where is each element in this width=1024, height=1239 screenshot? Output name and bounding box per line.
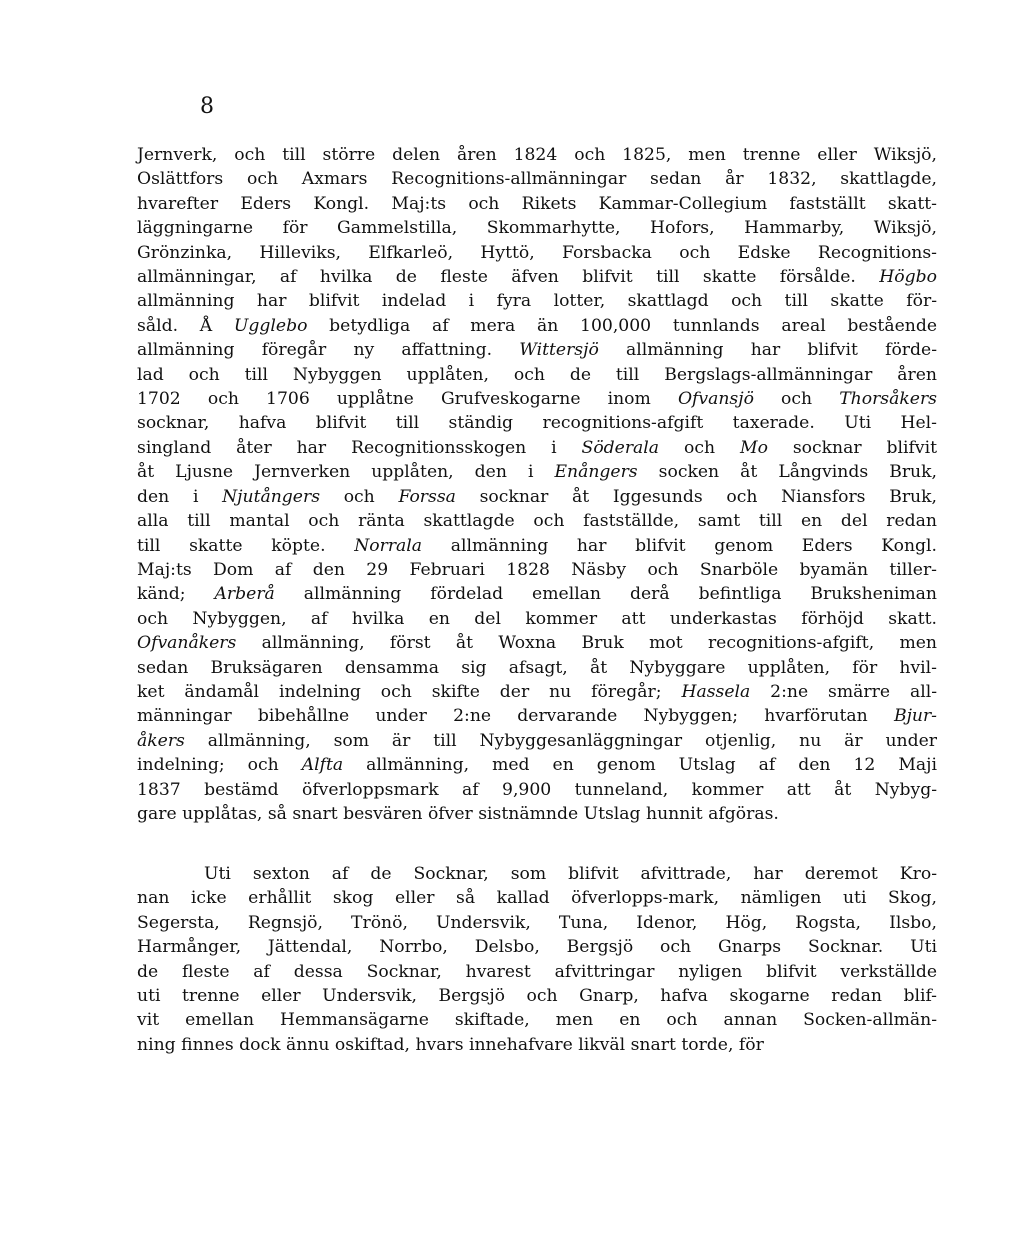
text-line [137, 753, 937, 777]
text-segment: socken åt Långvinds Bruk, [637, 462, 937, 483]
text-segment: gare upplåtas, så snart besvären öfver sistnämnde Utslag hunnit afgöras. [137, 803, 779, 824]
text-segment: känd; [137, 584, 215, 605]
text-line [137, 314, 937, 338]
text-segment: männingar bibehållne under 2:ne dervarande Nybyggen; hvarförutan [137, 706, 894, 727]
paragraph-2 [137, 862, 937, 1057]
text-line [137, 411, 937, 435]
text-segment: till skatte köpte. [137, 535, 355, 556]
italic-text: Arberå [214, 584, 275, 605]
text-segment: och [320, 486, 399, 507]
text-segment: 2:ne smärre all- [750, 681, 938, 702]
text-line [137, 911, 937, 935]
text-segment: Grönzinka, Hilleviks, Elfkarleö, Hyttö, Forsbacka och Edske Recognitions- [137, 242, 937, 263]
text-segment: socknar åt Iggesunds och Niansfors Bruk, [455, 486, 937, 507]
italic-text: Norrala [354, 535, 423, 556]
text-line [137, 680, 937, 704]
text-line [137, 984, 937, 1008]
text-line [137, 509, 937, 533]
text-segment: betydliga af mera än 100,000 tunnlands areal bestående [307, 315, 937, 336]
text-line [137, 387, 937, 411]
text-line [137, 935, 937, 959]
text-line [137, 534, 937, 558]
text-line [137, 558, 937, 582]
text-segment: socknar, hafva blifvit till ständig recognitions-afgift taxerade. Uti Hel- [137, 413, 937, 434]
text-segment: hvarefter Eders Kongl. Maj:ts och Rikets Kammar-Collegium fastställt skatt- [137, 193, 937, 214]
text-segment: Oslättfors och Axmars Recognitions-allmänningar sedan år 1832, skattlagde, [137, 169, 937, 190]
text-line [137, 862, 937, 886]
text-line [137, 607, 937, 631]
text-segment: de fleste af dessa Socknar, hvarest afvittringar nyligen blifvit verkställde [137, 961, 937, 982]
text-line [137, 265, 937, 289]
text-line [137, 778, 937, 802]
text-segment: alla till mantal och ränta skattlagde och fastställde, samt till en del redan [137, 511, 937, 532]
text-line [137, 485, 937, 509]
text-segment: Maj:ts Dom af den 29 Februari 1828 Näsby och Snarböle byamän tiller- [137, 559, 937, 580]
text-segment: lad och till Nybyggen upplåten, och de till Bergslags-allmänningar åren [137, 364, 937, 385]
text-segment: och Nybyggen, af hvilka en del kommer att underkastas förhöjd skatt. [137, 608, 937, 629]
paragraph-1 [137, 143, 937, 826]
text-segment: allmänning föregår ny affattning. [137, 340, 520, 361]
text-line [137, 436, 937, 460]
text-line [137, 960, 937, 984]
text-segment: allmänning, som är till Nybyggesanläggningar otjenlig, nu är under [184, 730, 937, 751]
text-line [137, 656, 937, 680]
text-line [137, 216, 937, 240]
text-segment: allmänning fördelad emellan derå befintliga Bruksheniman [274, 584, 938, 605]
text-segment: ning finnes dock ännu oskiftad, hvars innehafvare likväl snart torde, för [137, 1034, 764, 1055]
text-line [137, 729, 937, 753]
text-segment: allmänning, först åt Woxna Bruk mot recognitions-afgift, men [236, 633, 937, 654]
italic-text: Ofvanåkers [137, 633, 237, 654]
text-segment: uti trenne eller Undersvik, Bergsjö och Gnarp, hafva skogarne redan blif- [137, 986, 937, 1007]
italic-text: Ofvansjö [677, 389, 754, 410]
text-segment: ket ändamål indelning och skifte der nu föregår; [137, 681, 682, 702]
text-segment: och [659, 437, 740, 458]
italic-text: Forssa [398, 486, 456, 507]
text-segment: läggningarne för Gammelstilla, Skommarhytte, Hofors, Hammarby, Wiksjö, [137, 218, 937, 239]
italic-text: Hassela [681, 681, 751, 702]
italic-text: Alfta [301, 755, 344, 776]
text-segment: allmänning, med en genom Utslag af den 12 Maji [343, 755, 937, 776]
text-segment: sedan Bruksägaren densamma sig afsagt, åt Nybyggare upplåten, för hvil- [137, 657, 937, 678]
text-segment: och [753, 389, 840, 410]
text-line [137, 363, 937, 387]
text-segment: såld. Å [137, 315, 234, 336]
italic-text: Wittersjö [519, 340, 599, 361]
page-number: 8 [200, 94, 214, 119]
italic-text: Njutångers [222, 486, 321, 507]
text-line [137, 289, 937, 313]
text-line [137, 1033, 937, 1057]
text-line [137, 167, 937, 191]
text-line [137, 143, 937, 167]
italic-text: åkers [137, 730, 185, 751]
text-segment: socknar blifvit [767, 437, 937, 458]
text-segment: vit emellan Hemmansägarne skiftade, men en och annan Socken-allmän- [137, 1010, 937, 1031]
text-segment: 1702 och 1706 upplåtne Grufveskogarne inom [137, 389, 678, 410]
italic-text: Högbo [879, 267, 937, 288]
text-line [137, 241, 937, 265]
text-segment: Jernverk, och till större delen åren 1824 och 1825, men trenne eller Wiksjö, [137, 145, 937, 165]
italic-text: Ugglebo [233, 315, 308, 336]
text-segment: allmänning har blifvit förde- [598, 340, 938, 361]
text-segment: 1837 bestämd öfverloppsmark af 9,900 tunneland, kommer att åt Nybyg- [137, 779, 937, 800]
italic-text: Enångers [554, 462, 638, 483]
text-segment: singland åter har Recognitionsskogen i [137, 437, 582, 458]
text-line [137, 802, 937, 826]
text-segment: allmänningar, af hvilka de fleste äfven blifvit till skatte försålde. [137, 267, 880, 288]
text-segment: allmänning har blifvit indelad i fyra lotter, skattlagd och till skatte för- [137, 291, 937, 312]
text-segment: Uti sexton af de Socknar, som blifvit afvittrade, har deremot Kro- [204, 864, 937, 884]
italic-text: Bjur- [893, 706, 937, 727]
text-line [137, 582, 937, 606]
text-line [137, 1008, 937, 1032]
text-line [137, 460, 937, 484]
text-segment: Segersta, Regnsjö, Trönö, Undersvik, Tuna, Idenor, Hög, Rogsta, Ilsbo, [137, 912, 937, 933]
text-segment: allmänning har blifvit genom Eders Kongl. [422, 535, 938, 556]
text-segment: Harmånger, Jättendal, Norrbo, Delsbo, Bergsjö och Gnarps Socknar. Uti [137, 937, 937, 958]
text-line [137, 886, 937, 910]
text-segment: nan icke erhållit skog eller så kallad öfverlopps-mark, nämligen uti Skog, [137, 888, 937, 909]
text-line [137, 338, 937, 362]
text-line [137, 631, 937, 655]
text-line [137, 704, 937, 728]
italic-text: Söderala [581, 437, 660, 458]
italic-text: Mo [739, 437, 768, 458]
text-segment: indelning; och [137, 755, 302, 776]
text-segment: den i [137, 486, 223, 507]
text-line [137, 192, 937, 216]
text-segment: åt Ljusne Jernverken upplåten, den i [137, 462, 555, 483]
italic-text: Thorsåkers [839, 389, 937, 410]
